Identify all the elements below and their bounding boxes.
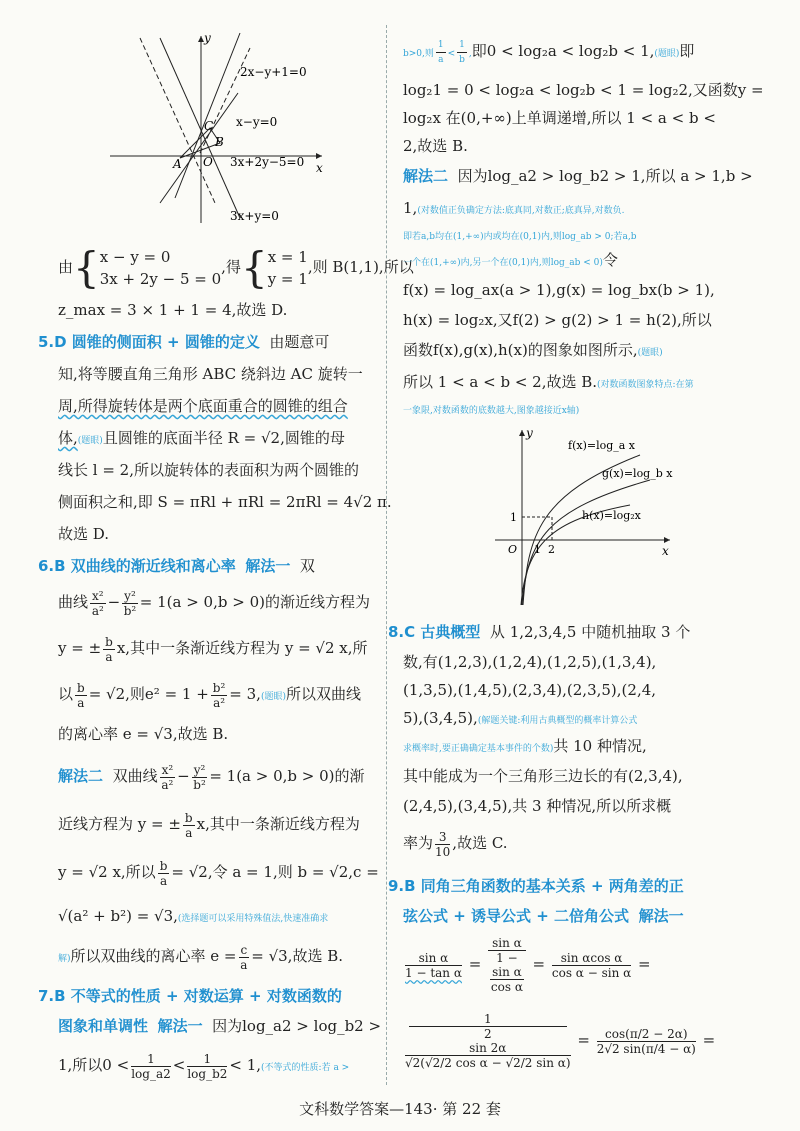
q6-line: 解法二 双曲线 $\frac{\text{x²}}{\text{a²}}$ − $\frac{\text{y²}}{\text{b²}}$ = 1(a > 0,b > 0)的渐 bbox=[58, 762, 365, 792]
den: cos α bbox=[490, 980, 523, 994]
r-line bbox=[403, 198, 624, 221]
text: = √2,则e² = 1 + bbox=[88, 685, 209, 703]
q5-line bbox=[58, 396, 348, 416]
text: √(a² + b²) = √3, bbox=[58, 907, 178, 925]
origin-o: O bbox=[508, 543, 518, 556]
note: 即若a,b均在(1,+∞)内或均在(0,1)内,则log_ab > 0;若a,b bbox=[403, 232, 637, 242]
num: sin α bbox=[488, 936, 526, 951]
z-max-line: z_max = 3 × 1 + 1 = 4,故选 D. bbox=[58, 301, 288, 319]
eq: = bbox=[532, 955, 546, 973]
label-line1: 2x−y+1=0 bbox=[240, 65, 307, 79]
num: x² bbox=[92, 588, 104, 603]
q5-line bbox=[58, 428, 345, 451]
r-line bbox=[403, 166, 753, 186]
text: 共 10 种情况, bbox=[553, 737, 647, 755]
q8-line: (2,4,5),(3,4,5),共 3 种情况,所以所求概 bbox=[403, 797, 672, 815]
frac bbox=[490, 965, 524, 994]
origin-o: O bbox=[203, 155, 213, 169]
q6-line bbox=[58, 676, 361, 715]
note: (题眼) bbox=[260, 692, 286, 702]
note: (对数函数图象特点:在第 bbox=[597, 380, 694, 390]
text: y = √2 x,所以 bbox=[58, 863, 156, 881]
den: a bbox=[240, 957, 248, 972]
curve-g bbox=[522, 480, 650, 605]
frac bbox=[409, 1012, 567, 1041]
q8-line bbox=[403, 824, 508, 862]
den: cos α − sin α bbox=[551, 965, 632, 980]
text: < bbox=[172, 1056, 186, 1074]
method-1: 解法一 bbox=[638, 907, 684, 925]
text: 1 − bbox=[496, 951, 518, 965]
num: b² bbox=[212, 680, 226, 695]
y-arrow bbox=[519, 430, 525, 436]
den: a² bbox=[161, 777, 174, 792]
method-2: 解法二 bbox=[58, 767, 104, 785]
note: (题眼) bbox=[77, 436, 103, 446]
text: 所以双曲线的离心率 e = bbox=[70, 947, 237, 965]
method-2: 解法二 bbox=[403, 167, 449, 185]
text: = 1(a > 0,b > 0)的渐近线方程为 bbox=[139, 593, 370, 611]
label-line2: x−y=0 bbox=[236, 115, 278, 129]
q9-line bbox=[403, 906, 684, 926]
method-1: 解法一 bbox=[157, 1017, 203, 1035]
label-line4: 3x+y=0 bbox=[230, 209, 279, 223]
text: = √2,令 a = 1,则 b = √2,c = bbox=[171, 863, 379, 881]
frac bbox=[405, 951, 462, 980]
q8-line: 数,有(1,2,3),(1,2,4),(1,2,5),(1,3,4), bbox=[403, 653, 657, 671]
tick-x2: 2 bbox=[548, 543, 555, 556]
text: = √3,故选 B. bbox=[251, 947, 343, 965]
eq: = bbox=[638, 955, 651, 973]
axis-label-y: y bbox=[204, 31, 211, 45]
text: ,故选 C. bbox=[452, 834, 508, 852]
text: 近线方程为 y = ± bbox=[58, 815, 181, 833]
r-line: log₂x 在(0,+∞)上单调递增,所以 1 < a < b < bbox=[403, 109, 716, 127]
q8-line: (1,3,5),(1,4,5),(2,3,4),(2,3,5),(2,4, bbox=[403, 681, 657, 699]
text: 双曲线 bbox=[112, 767, 158, 785]
text: 弦公式 + 诱导公式 + 二倍角公式 bbox=[403, 907, 630, 925]
frac bbox=[436, 38, 446, 67]
q7-header: 7.B 不等式的性质 + 对数运算 + 对数函数的 bbox=[38, 987, 342, 1005]
text: 率为 bbox=[403, 834, 434, 852]
note: b>0,则 bbox=[403, 49, 434, 59]
den: 2√2 sin(π/4 − α) bbox=[596, 1041, 696, 1056]
q6-line: 曲线 $\frac{\text{x²}}{\text{a²}}$ − $\frac{\text{y²}}{\text{b²}}$ = 1(a > 0,b > 0)的渐近线方程为 bbox=[58, 588, 370, 618]
num: sin α bbox=[405, 951, 462, 966]
q6-line bbox=[58, 906, 328, 929]
eq-2a: x = 1 bbox=[267, 248, 308, 266]
text: ,得 bbox=[221, 258, 241, 276]
note: 求概率时,要正确确定基本事件的个数) bbox=[403, 744, 554, 754]
tick-y1: 1 bbox=[510, 511, 517, 524]
frac bbox=[160, 763, 176, 792]
num: 1 bbox=[131, 1052, 171, 1067]
den: a bbox=[185, 825, 193, 840]
brace: { bbox=[73, 243, 100, 292]
den: 2 bbox=[483, 1027, 492, 1041]
den: log_b2 bbox=[187, 1066, 228, 1081]
num: y² bbox=[193, 762, 206, 777]
eq: = bbox=[577, 1031, 590, 1049]
frac bbox=[435, 830, 450, 859]
q6-header-line bbox=[38, 556, 315, 576]
page-footer: 文科数学答案—143· 第 22 套 bbox=[299, 1100, 501, 1118]
point-a: A bbox=[173, 157, 182, 171]
point-b: B bbox=[215, 135, 224, 149]
line-3x-2y-5 bbox=[175, 33, 240, 198]
num bbox=[405, 1012, 571, 1056]
q6-line bbox=[58, 938, 343, 977]
note: , bbox=[468, 49, 472, 59]
frac bbox=[488, 936, 526, 994]
text: 由题意可 bbox=[269, 333, 330, 351]
text: y = ± bbox=[58, 639, 102, 657]
frac bbox=[158, 859, 170, 888]
num: x² bbox=[161, 762, 174, 777]
num: b bbox=[159, 858, 168, 873]
num: 1 bbox=[436, 38, 446, 53]
frac bbox=[405, 1012, 571, 1070]
text: < 1, bbox=[229, 1056, 262, 1074]
text: 双 bbox=[299, 557, 315, 575]
num: b bbox=[184, 810, 193, 825]
r-line: b>0,则 $\frac{1}{a}$ < $\frac{1}{b}$ ,即0 < log₂a < log₂b < 1,(题眼)即 bbox=[403, 39, 695, 65]
frac bbox=[597, 1027, 696, 1056]
x-arrow bbox=[316, 153, 322, 159]
system-equations-line bbox=[58, 245, 414, 290]
column-divider bbox=[386, 25, 387, 1085]
note: 一个在(1,+∞)内,另一个在(0,1)内,则log_ab < 0) bbox=[403, 258, 603, 268]
text: 函数f(x),g(x),h(x)的图象如图所示, bbox=[403, 341, 638, 359]
text: 1,所以0 < bbox=[58, 1056, 130, 1074]
den: 1 − tan α bbox=[405, 965, 462, 980]
frac bbox=[103, 635, 115, 664]
q9-header: 9.B 同角三角函数的基本关系 + 两角差的正 bbox=[388, 877, 684, 895]
r-line bbox=[403, 398, 579, 421]
line-2x-y-1 bbox=[160, 38, 240, 218]
label-line3: 3x+2y−5=0 bbox=[230, 155, 305, 169]
r-line bbox=[403, 250, 618, 273]
eq-1a: x − y = 0 bbox=[99, 248, 171, 266]
q6-line: 的离心率 e = √3,故选 B. bbox=[58, 725, 229, 743]
text: 且圆锥的底面半径 R = √2,圆锥的母 bbox=[102, 429, 345, 447]
q6-line bbox=[58, 630, 368, 666]
frac bbox=[75, 681, 87, 710]
graph-log-functions bbox=[490, 425, 680, 610]
num: 3 bbox=[435, 830, 450, 845]
text: 所以双曲线 bbox=[285, 685, 361, 703]
q8-line bbox=[403, 736, 647, 759]
num: 1 bbox=[409, 1012, 567, 1027]
text: 体, bbox=[58, 429, 78, 447]
r-line bbox=[403, 340, 663, 363]
q5-header: 5.D 圆锥的侧面积 + 圆锥的定义 bbox=[38, 333, 260, 351]
axis-label-x: x bbox=[662, 544, 669, 558]
text: 5),(3,4,5), bbox=[403, 709, 478, 727]
q8-line: 其中能成为一个三角形三边长的有(2,3,4), bbox=[403, 767, 683, 785]
note: (不等式的性质:若 a > bbox=[261, 1063, 350, 1073]
den: √2(√2/2 cos α − √2/2 sin α) bbox=[405, 1056, 571, 1070]
frac bbox=[187, 1052, 227, 1081]
q8-header: 8.C 古典概型 bbox=[388, 623, 481, 641]
r-line bbox=[403, 224, 637, 247]
text: ,则 B(1,1),所以 bbox=[307, 258, 414, 276]
q9-eq1 bbox=[403, 936, 651, 994]
method-1: 解法一 bbox=[245, 557, 291, 575]
text: 令 bbox=[602, 251, 618, 269]
num: sin α bbox=[492, 965, 522, 979]
note: 解) bbox=[58, 954, 71, 964]
r-line: h(x) = log₂x,又f(2) > g(2) > 1 = h(2),所以 bbox=[403, 311, 712, 329]
den: a bbox=[438, 54, 444, 65]
note: (题眼) bbox=[654, 49, 680, 59]
tick-x1: 1 bbox=[534, 543, 541, 556]
num: sin αcos α bbox=[552, 951, 631, 966]
text: 即 bbox=[679, 42, 695, 60]
note: (题眼) bbox=[637, 348, 663, 358]
text: x,其中一条渐近线方程为 bbox=[196, 815, 360, 833]
system-1 bbox=[100, 246, 221, 290]
den bbox=[488, 951, 526, 994]
line-3x-y bbox=[200, 48, 250, 153]
frac bbox=[192, 763, 208, 792]
num: c bbox=[240, 942, 248, 957]
text: sin 2α bbox=[469, 1041, 507, 1055]
eq: = bbox=[468, 955, 482, 973]
num: b bbox=[77, 680, 85, 695]
q8-line bbox=[403, 708, 637, 731]
q5-header-line bbox=[38, 332, 329, 352]
text: 因为log_a2 > log_b2 > 1,所以 a > 1,b > bbox=[457, 167, 753, 185]
text: 以 bbox=[58, 685, 74, 703]
text: 由 bbox=[58, 258, 74, 276]
num: b bbox=[105, 634, 113, 649]
frac bbox=[552, 951, 631, 980]
frac bbox=[131, 1052, 171, 1081]
den: a bbox=[105, 649, 113, 664]
axis-label-y: y bbox=[526, 426, 533, 440]
note: (对数值正负确定方法:底真同,对数正;底真异,对数负. bbox=[417, 206, 625, 216]
q9-eq2 bbox=[403, 1010, 715, 1070]
frac bbox=[122, 589, 138, 618]
point-c: C bbox=[204, 119, 214, 133]
den: 10 bbox=[435, 844, 451, 859]
note: 一象限,对数函数的底数越大,图象越接近x轴) bbox=[403, 406, 580, 416]
text: 周,所得旋转体是两个底面重合的圆锥的组合 bbox=[58, 397, 348, 415]
text: 图象和单调性 bbox=[58, 1017, 149, 1035]
q5-line: 侧面积之和,即 S = πRl + πRl = 2πRl = 4√2 π. bbox=[58, 493, 392, 511]
q5-line: 线长 l = 2,所以旋转体的表面积为两个圆锥的 bbox=[58, 461, 359, 479]
graph-linear-program bbox=[100, 28, 340, 228]
label-h: h(x)=log₂x bbox=[582, 509, 641, 522]
den: a bbox=[77, 695, 85, 710]
frac bbox=[183, 811, 195, 840]
text: 从 1,2,3,4,5 中随机抽取 3 个 bbox=[489, 623, 691, 641]
axis-label-x: x bbox=[316, 161, 323, 175]
den: b² bbox=[123, 603, 137, 618]
frac bbox=[239, 943, 250, 972]
label-f: f(x)=log_a x bbox=[568, 439, 636, 452]
r-line: 2,故选 B. bbox=[403, 137, 468, 155]
num: 1 bbox=[457, 38, 467, 53]
r-line: log₂1 = 0 < log₂a < log₂b < 1 = log₂2,又函数y = bbox=[403, 81, 764, 99]
eq-1b: 3x + 2y − 5 = 0 bbox=[99, 270, 222, 288]
den: b bbox=[459, 54, 465, 65]
text: = 3, bbox=[229, 685, 261, 703]
q5-line: 知,将等腰直角三角形 ABC 绕斜边 AC 旋转一 bbox=[58, 365, 363, 383]
q6-header: 6.B 双曲线的渐近线和离心率 bbox=[38, 557, 236, 575]
r-line bbox=[403, 372, 694, 395]
q6-line bbox=[58, 806, 360, 842]
note: (解题关键:利用古典概型的概率计算公式 bbox=[477, 716, 638, 726]
text: 因为log_a2 > log_b2 > bbox=[212, 1017, 382, 1035]
num: 1 bbox=[187, 1052, 227, 1067]
den: a² bbox=[213, 695, 226, 710]
feasible-region bbox=[180, 128, 220, 158]
system-2 bbox=[268, 246, 308, 290]
den: log_a2 bbox=[131, 1066, 171, 1081]
note: (选择题可以采用特殊值法,快速准确求 bbox=[177, 914, 329, 924]
text: = 1(a > 0,b > 0)的渐 bbox=[209, 767, 365, 785]
brace: { bbox=[240, 243, 268, 292]
den: a² bbox=[91, 603, 104, 618]
q6-line bbox=[58, 854, 379, 890]
frac bbox=[457, 38, 467, 67]
text: 即0 < log₂a < log₂b < 1, bbox=[471, 42, 655, 60]
q7-line bbox=[58, 1016, 381, 1036]
frac bbox=[211, 681, 228, 710]
num: y² bbox=[124, 588, 136, 603]
den: a bbox=[159, 873, 168, 888]
text: 曲线 bbox=[58, 593, 89, 611]
q8-header-line bbox=[388, 622, 690, 642]
r-line: f(x) = log_ax(a > 1),g(x) = log_bx(b > 1), bbox=[403, 281, 715, 299]
eq: = bbox=[702, 1031, 716, 1049]
x-arrow bbox=[664, 537, 670, 543]
frac bbox=[90, 589, 106, 618]
text: x,其中一条渐近线方程为 y = √2 x,所 bbox=[116, 639, 368, 657]
eq-2b: y = 1 bbox=[267, 270, 308, 288]
num: cos(π/2 − 2α) bbox=[597, 1027, 696, 1042]
den: b² bbox=[193, 777, 206, 792]
q7-line bbox=[58, 1046, 349, 1087]
text: 1, bbox=[403, 199, 418, 217]
label-g: g(x)=log_b x bbox=[602, 467, 673, 480]
q5-line: 故选 D. bbox=[58, 525, 110, 543]
text: 所以 1 < a < b < 2,故选 B. bbox=[403, 373, 598, 391]
